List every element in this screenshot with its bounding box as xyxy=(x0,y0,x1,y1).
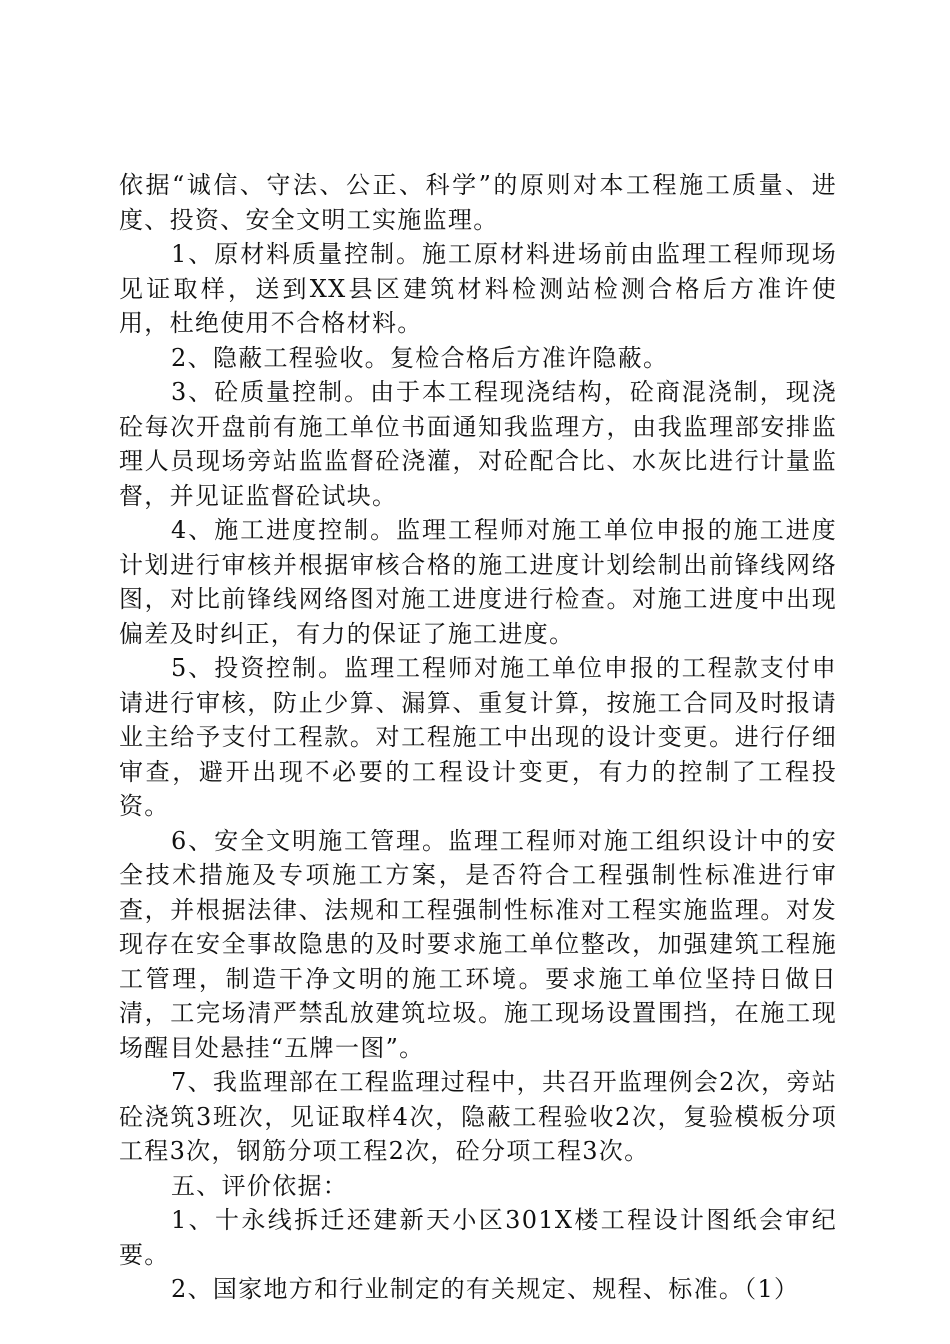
paragraph-basis-drawing-review: 1、十永线拆迁还建新天小区301X楼工程设计图纸会审纪要。 xyxy=(119,1206,837,1269)
paragraph-concrete-quality-control: 3、砼质量控制。由于本工程现浇结构，砼商混浇制，现浇砼每次开盘前有施工单位书面通知我监理方，由我监理部安排监理人员现场旁站监监督砼浇灌，对砼配合比、水灰比进行计量监督，并见证监督砼试块。 xyxy=(119,378,837,510)
document-body xyxy=(119,168,837,1307)
paragraph-progress-control: 4、施工进度控制。监理工程师对施工单位申报的施工进度计划进行审核并根据审核合格的施工进度计划绘制出前锋线网络图，对比前锋线网络图对施工进度进行检查。对施工进度中出现偏差及时纠正，有力的保证了施工进度。 xyxy=(119,516,837,648)
paragraph-raw-material-control: 1、原材料质量控制。施工原材料进场前由监理工程师现场见证取样，送到XX县区建筑材料检测站检测合格后方准许使用，杜绝使用不合格材料。 xyxy=(119,240,837,337)
paragraph-safety-management: 6、安全文明施工管理。监理工程师对施工组织设计中的安全技术措施及专项施工方案，是否符合工程强制性标准进行审查，并根据法律、法规和工程强制性标准对工程实施监理。对发现存在安全事故隐患的及时要求施工单位整改，加强建筑工程施工管理，制造干净文明的施工环境。要求施工单位坚持日做日清，工完场清严禁乱放建筑垃圾。施工现场设置围挡，在施工现场醒目处悬挂“五牌一图”。 xyxy=(119,826,837,1062)
paragraph-intro: 依据“诚信、守法、公正、科学”的原则对本工程施工质量、进度、投资、安全文明工实施监理。 xyxy=(119,171,837,234)
section-heading-evaluation-basis: 五、评价依据： xyxy=(171,1171,349,1200)
paragraph-supervision-summary: 7、我监理部在工程监理过程中，共召开监理例会2次，旁站砼浇筑3班次，见证取样4次，隐蔽工程验收2次，复验模板分项工程3次，钢筋分项工程2次，砼分项工程3次。 xyxy=(119,1068,837,1165)
paragraph-concealed-work-acceptance: 2、隐蔽工程验收。复检合格后方准许隐蔽。 xyxy=(171,343,669,372)
paragraph-basis-regulations: 2、国家地方和行业制定的有关规定、规程、标准。（1） xyxy=(171,1275,800,1303)
paragraph-investment-control: 5、投资控制。监理工程师对施工单位申报的工程款支付申请进行审核，防止少算、漏算、重复计算，按施工合同及时报请业主给予支付工程款。对工程施工中出现的设计变更。进行仔细审查，避开出现不必要的工程设计变更，有力的控制了工程投资。 xyxy=(119,654,837,820)
